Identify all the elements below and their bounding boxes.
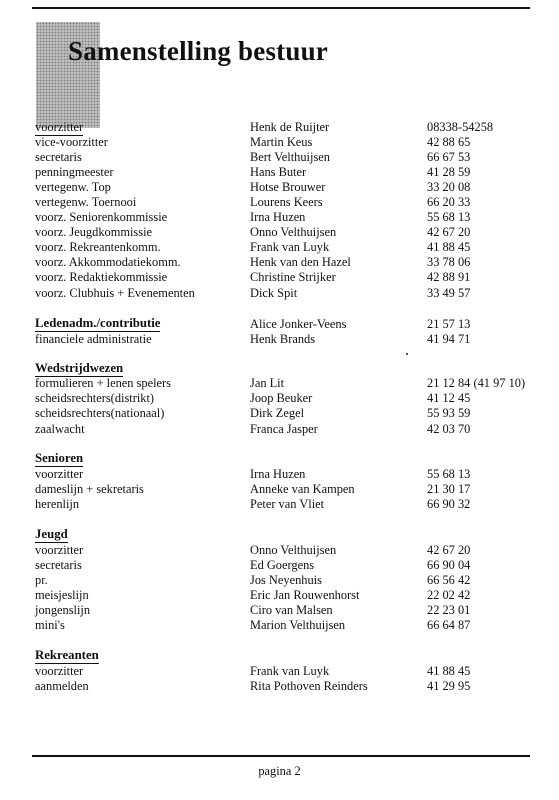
jeugd-role: secretaris (35, 558, 82, 572)
senioren-role: voorzitter (35, 467, 84, 481)
bestuur-name: Irna Huzen (250, 210, 306, 224)
wedstrijd-name: Jan Lit (250, 376, 285, 390)
ledenadm-phone: 21 57 13 (427, 317, 471, 331)
page-number-footer (0, 764, 559, 779)
section-heading-ledenadm: Ledenadm./contributie (35, 316, 161, 330)
jeugd-role: pr. (35, 573, 48, 587)
wedstrijd-name: Franca Jasper (250, 422, 318, 436)
bestuur-phone: 33 78 06 (427, 255, 471, 269)
wedstrijd-role: scheidsrechters(distrikt) (35, 391, 155, 405)
bestuur-role: vice-voorzitter (35, 135, 108, 149)
senioren-role: dameslijn + sekretaris (35, 482, 144, 496)
bestuur-phone: 66 20 33 (427, 195, 471, 209)
rekreanten-phone: 41 88 45 (427, 664, 471, 678)
jeugd-phone: 22 02 42 (427, 588, 471, 602)
bestuur-name: Martin Keus (250, 135, 313, 149)
bestuur-name: Christine Strijker (250, 270, 336, 284)
senioren-role: herenlijn (35, 497, 80, 511)
bestuur-phone: 66 67 53 (427, 150, 471, 164)
bestuur-phone: 41 88 45 (427, 240, 471, 254)
rekreanten-phone: 41 29 95 (427, 679, 471, 693)
rekreanten-role: voorzitter (35, 664, 84, 678)
bestuur-name: Dick Spit (250, 286, 298, 300)
bestuur-name: Frank van Luyk (250, 240, 330, 254)
senioren-phone: 21 30 17 (427, 482, 471, 496)
wedstrijd-phone: 21 12 84 (41 97 10) (427, 376, 526, 390)
bestuur-phone: 33 49 57 (427, 286, 471, 300)
bottom-rule (32, 755, 530, 757)
senioren-phone: 66 90 32 (427, 497, 471, 511)
bestuur-phone: 42 88 65 (427, 135, 471, 149)
senioren-phone: 55 68 13 (427, 467, 471, 481)
wedstrijd-phone: 42 03 70 (427, 422, 471, 436)
page-title: Samenstelling bestuur (68, 36, 328, 66)
bestuur-name: Henk van den Hazel (250, 255, 351, 269)
bestuur-name: Bert Velthuijsen (250, 150, 330, 164)
bestuur-role: secretaris (35, 150, 82, 164)
bestuur-name: Henk de Ruijter (250, 120, 330, 134)
bestuur-role: voorzitter (35, 120, 84, 134)
senioren-name: Irna Huzen (250, 467, 306, 481)
section-heading-wedstrijdwezen: Wedstrijdwezen (35, 361, 124, 375)
bestuur-role: vertegenw. Toernooi (35, 195, 137, 209)
bestuur-name: Hotse Brouwer (250, 180, 326, 194)
bestuur-name: Lourens Keers (250, 195, 323, 209)
ledenadm-name: Henk Brands (250, 332, 316, 346)
jeugd-role: mini's (35, 618, 65, 632)
wedstrijd-role: zaalwacht (35, 422, 85, 436)
bestuur-phone: 08338-54258 (427, 120, 494, 134)
jeugd-phone: 66 64 87 (427, 618, 471, 632)
bestuur-role: penningmeester (35, 165, 114, 179)
bestuur-role: voorz. Clubhuis + Evenementen (35, 286, 195, 300)
wedstrijd-role: scheidsrechters(nationaal) (35, 406, 165, 420)
bestuur-phone: 41 28 59 (427, 165, 471, 179)
bestuur-role: voorz. Redaktiekommissie (35, 270, 168, 284)
jeugd-name: Jos Neyenhuis (250, 573, 322, 587)
jeugd-phone: 66 90 04 (427, 558, 471, 572)
page-number: pagina 2 (258, 764, 301, 778)
jeugd-phone: 66 56 42 (427, 573, 471, 587)
jeugd-name: Onno Velthuijsen (250, 543, 337, 557)
bestuur-role: voorz. Rekreantenkomm. (35, 240, 161, 254)
bestuur-phone: 42 88 91 (427, 270, 471, 284)
stray-dot (406, 353, 408, 355)
senioren-name: Anneke van Kampen (250, 482, 355, 496)
jeugd-role: jongenslijn (35, 603, 91, 617)
bestuur-role: voorz. Seniorenkommissie (35, 210, 168, 224)
jeugd-role: meisjeslijn (35, 588, 89, 602)
wedstrijd-name: Dirk Zegel (250, 406, 305, 420)
jeugd-name: Marion Velthuijsen (250, 618, 346, 632)
bestuur-role: voorz. Akkommodatiekomm. (35, 255, 181, 269)
ledenadm-role: financiele administratie (35, 332, 152, 346)
ledenadm-name: Alice Jonker-Veens (250, 317, 347, 331)
rekreanten-name: Frank van Luyk (250, 664, 330, 678)
senioren-name: Peter van Vliet (250, 497, 325, 511)
bestuur-role: voorz. Jeugdkommissie (35, 225, 153, 239)
top-rule (32, 7, 530, 9)
bestuur-phone: 42 67 20 (427, 225, 471, 239)
jeugd-name: Ciro van Malsen (250, 603, 333, 617)
rekreanten-name: Rita Pothoven Reinders (250, 679, 368, 693)
wedstrijd-name: Joop Beuker (250, 391, 313, 405)
rekreanten-role: aanmelden (35, 679, 89, 693)
section-heading-senioren: Senioren (35, 451, 84, 465)
wedstrijd-phone: 55 93 59 (427, 406, 471, 420)
jeugd-name: Ed Goergens (250, 558, 315, 572)
wedstrijd-role: formulieren + lenen spelers (35, 376, 172, 390)
bestuur-phone: 55 68 13 (427, 210, 471, 224)
jeugd-name: Eric Jan Rouwenhorst (250, 588, 360, 602)
bestuur-role: vertegenw. Top (35, 180, 111, 194)
bestuur-name: Onno Velthuijsen (250, 225, 337, 239)
jeugd-phone: 22 23 01 (427, 603, 471, 617)
ledenadm-phone: 41 94 71 (427, 332, 471, 346)
bestuur-phone: 33 20 08 (427, 180, 471, 194)
wedstrijd-phone: 41 12 45 (427, 391, 471, 405)
bestuur-name: Hans Buter (250, 165, 307, 179)
jeugd-role: voorzitter (35, 543, 84, 557)
section-heading-jeugd: Jeugd (35, 527, 68, 541)
section-heading-rekreanten: Rekreanten (35, 648, 99, 662)
jeugd-phone: 42 67 20 (427, 543, 471, 557)
